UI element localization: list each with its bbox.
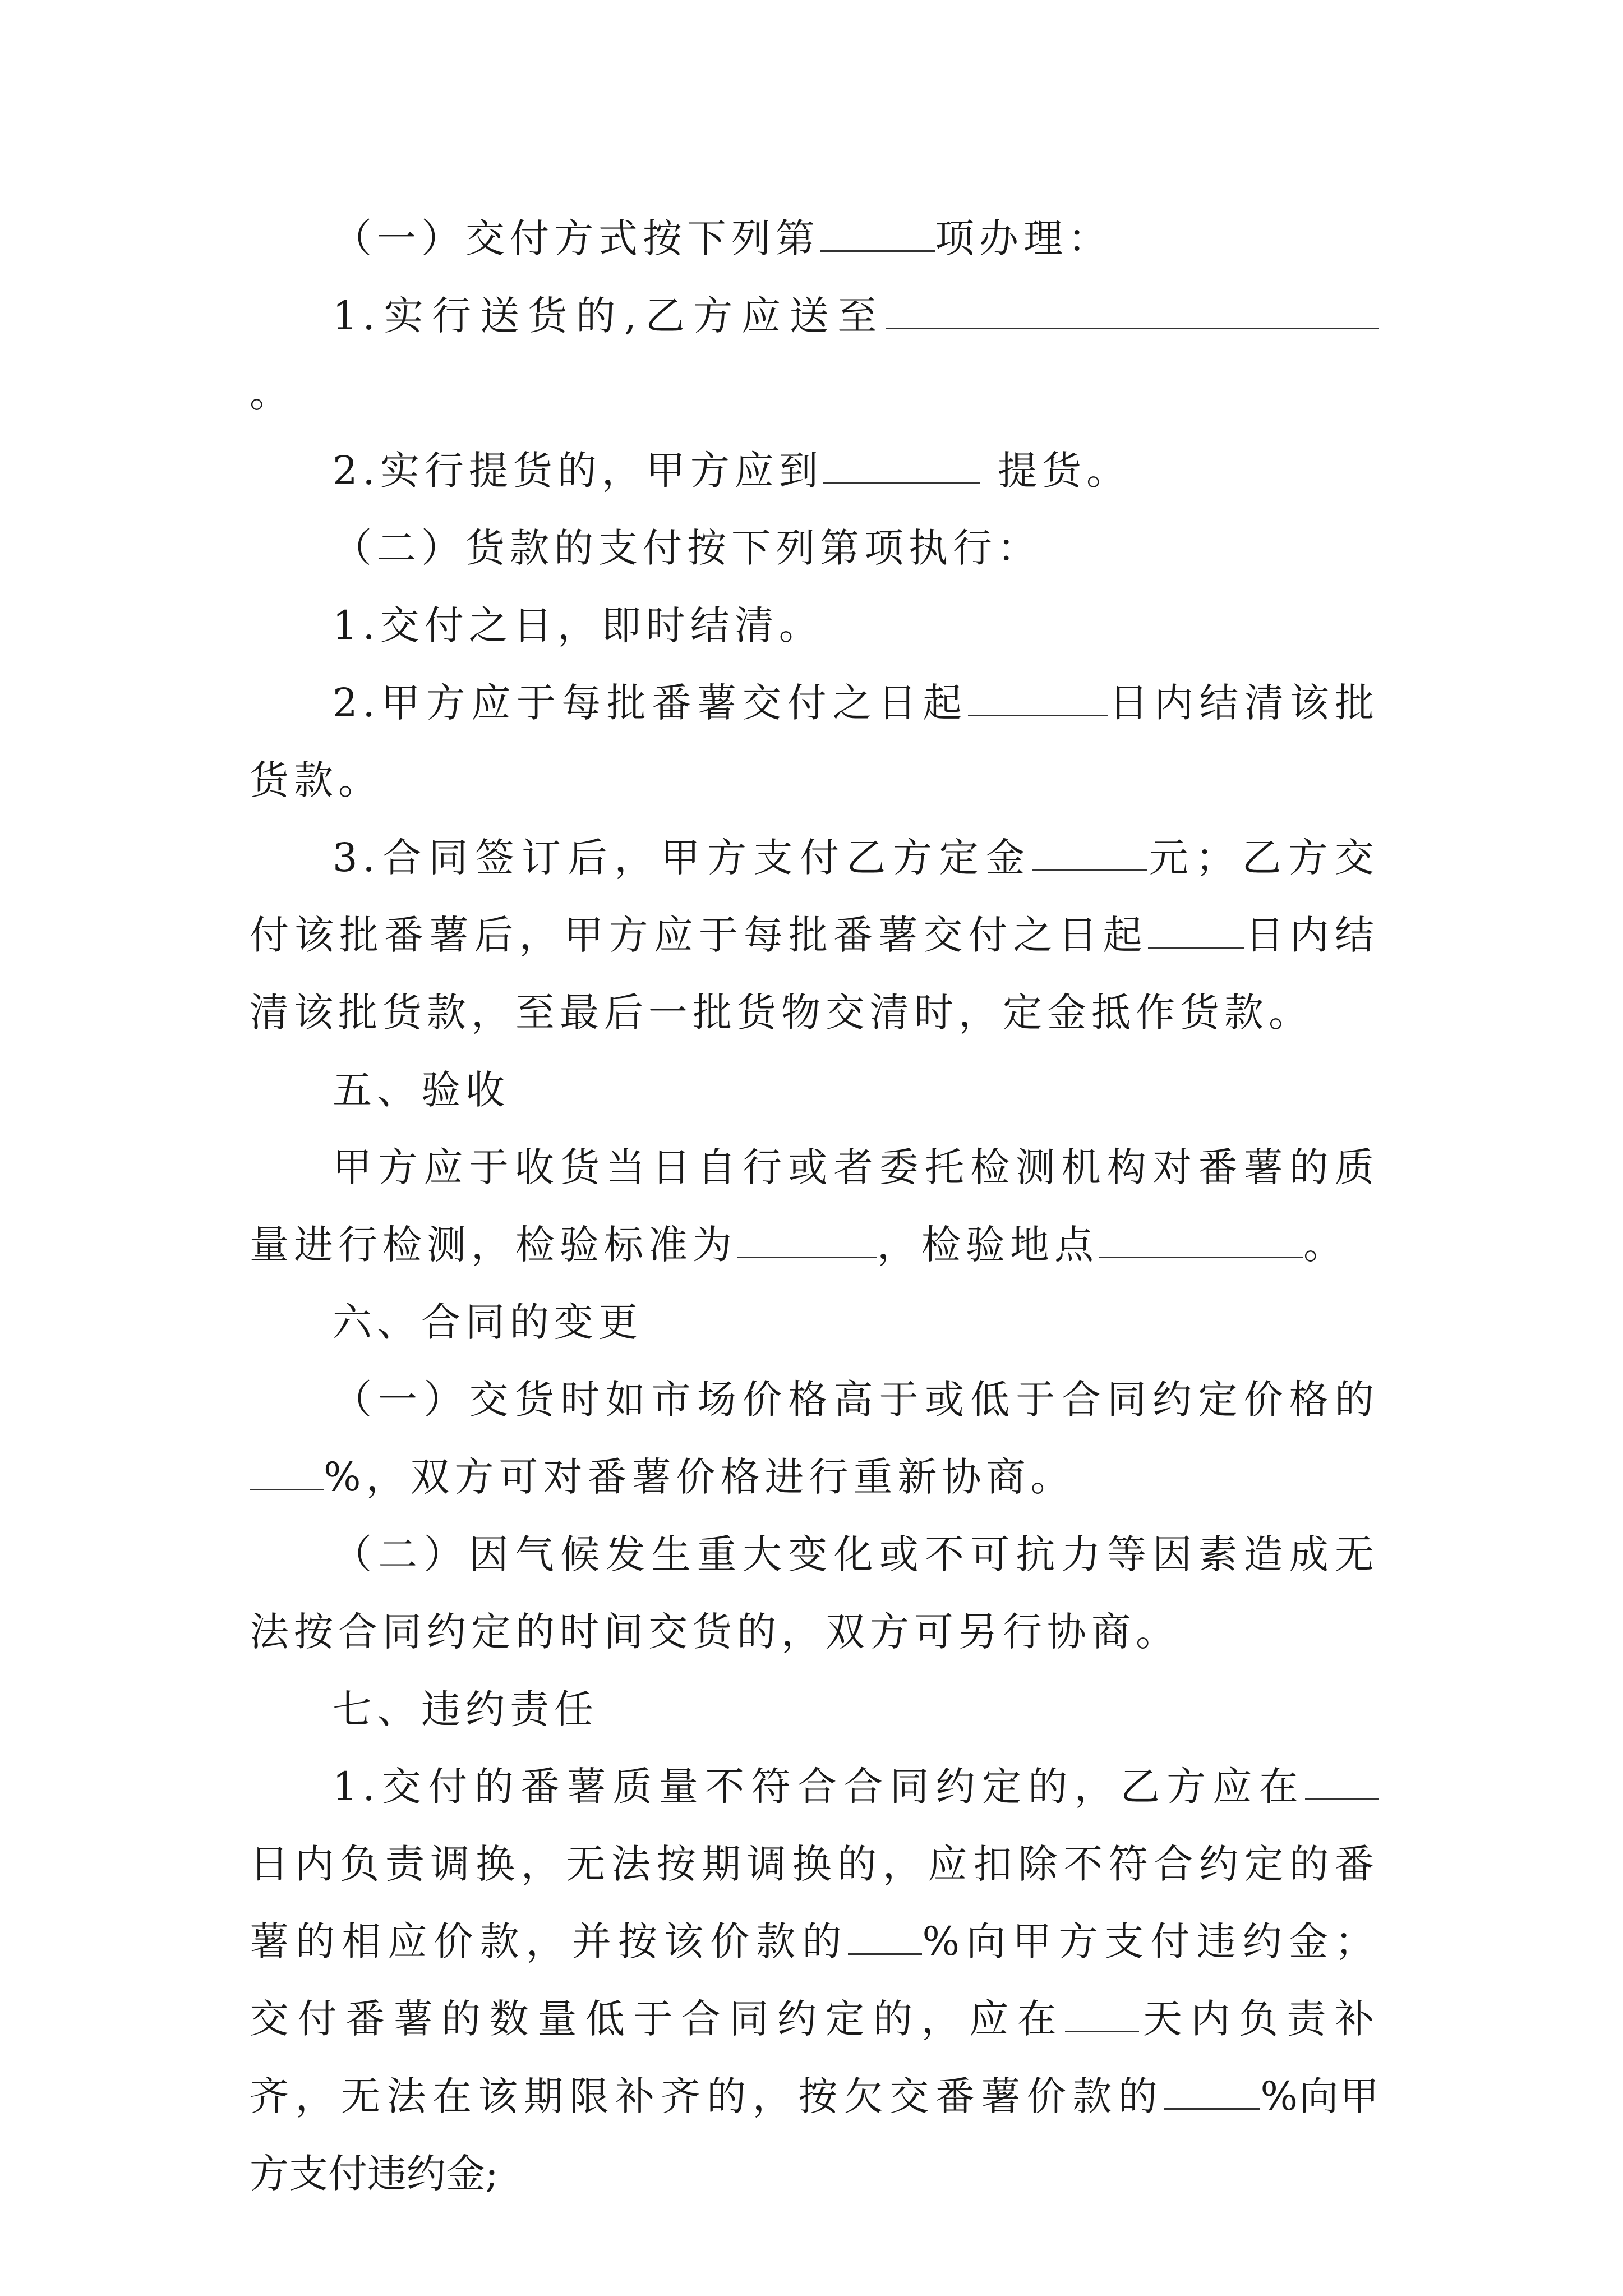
text: （二）因气候发生重大变化或不可抗力等因素造成无法按合同约定的时间交货的，双方可另行协商。 bbox=[250, 1531, 1379, 1655]
text: 五、验收 bbox=[333, 1067, 510, 1113]
text: （一）交付方式按下列第 bbox=[333, 215, 820, 261]
blank-field bbox=[968, 678, 1108, 717]
text: 3.合同签订后，甲方支付乙方定金 bbox=[333, 835, 1032, 881]
payment-option-2 bbox=[250, 664, 1379, 819]
blank-field bbox=[1032, 832, 1147, 872]
text: 日内结清该批货款，至最后一批货物交清时，定金抵作货款。 bbox=[250, 912, 1380, 1036]
blank-field bbox=[848, 1916, 922, 1955]
text: 2.甲方应于每批番薯交付之日起 bbox=[333, 680, 968, 726]
section-heading-amendment bbox=[250, 1283, 1379, 1361]
text: 日内负责调换，无法按期调换的，应扣除不符合约定的番薯的相应价款，并按该价款的 bbox=[250, 1841, 1379, 1964]
payment-option-3 bbox=[250, 819, 1379, 1051]
text: 甲方应于收货当日自行或者委托检测机构对番薯的质量进行检测，检验标准为 bbox=[250, 1144, 1379, 1268]
text: 元；乙方交付该批番薯后，甲方应于每批番薯交付之日起 bbox=[250, 835, 1380, 958]
text: 项办理： bbox=[935, 215, 1112, 261]
acceptance-clause bbox=[250, 1129, 1379, 1283]
blank-field bbox=[1099, 1220, 1303, 1259]
delivery-option-2 bbox=[250, 432, 1379, 509]
liability-clause-1 bbox=[250, 1748, 1379, 2212]
amendment-clause-1 bbox=[250, 1361, 1379, 1516]
text: 。 bbox=[250, 370, 294, 416]
payment-option-1 bbox=[250, 587, 1379, 664]
text: 2.实行提货的，甲方应到 bbox=[333, 448, 823, 494]
blank-field bbox=[1065, 1994, 1139, 2033]
payment-clause bbox=[250, 509, 1379, 587]
text: 。 bbox=[1303, 1222, 1348, 1268]
blank-field bbox=[886, 291, 1379, 330]
text: ，检验地点 bbox=[877, 1222, 1099, 1268]
blank-field bbox=[1164, 2071, 1260, 2110]
text: 天内负责补齐，无法在该期限补齐的，按欠交番薯价款的 bbox=[250, 1996, 1380, 2119]
text: （二）货款的支付按下列第项执行： bbox=[333, 525, 1041, 571]
text: 1.交付之日，即时结清。 bbox=[333, 602, 823, 648]
text: 1.实行送货的,乙方应送至 bbox=[333, 293, 886, 339]
text: 1.交付的番薯质量不符合合同约定的，乙方应在 bbox=[333, 1764, 1305, 1810]
text: %，双方可对番薯价格进行重新协商。 bbox=[324, 1454, 1075, 1500]
blank-field bbox=[737, 1220, 877, 1259]
section-heading-liability bbox=[250, 1671, 1379, 1748]
blank-field bbox=[823, 445, 980, 485]
blank-field bbox=[820, 213, 935, 252]
document-page bbox=[250, 200, 1379, 2212]
text: %向甲方支付违约金; bbox=[250, 2073, 1380, 2197]
text: %向甲方支付违约金；交付番薯的数量低于合同约定的，应在 bbox=[250, 1918, 1379, 2042]
amendment-clause-2 bbox=[250, 1516, 1379, 1671]
text: 七、违约责任 bbox=[333, 1686, 598, 1732]
text: 提货。 bbox=[980, 448, 1131, 494]
text: （一）交货时如市场价格高于或低于合同约定价格的 bbox=[333, 1377, 1379, 1423]
text: 日内结清该批货款。 bbox=[250, 680, 1379, 803]
blank-field bbox=[250, 1452, 324, 1491]
blank-field bbox=[1305, 1761, 1379, 1801]
section-heading-acceptance bbox=[250, 1051, 1379, 1129]
delivery-option-1 bbox=[250, 277, 1379, 432]
blank-field bbox=[1148, 910, 1244, 949]
delivery-method-clause bbox=[250, 200, 1379, 277]
text: 六、合同的变更 bbox=[333, 1299, 643, 1345]
